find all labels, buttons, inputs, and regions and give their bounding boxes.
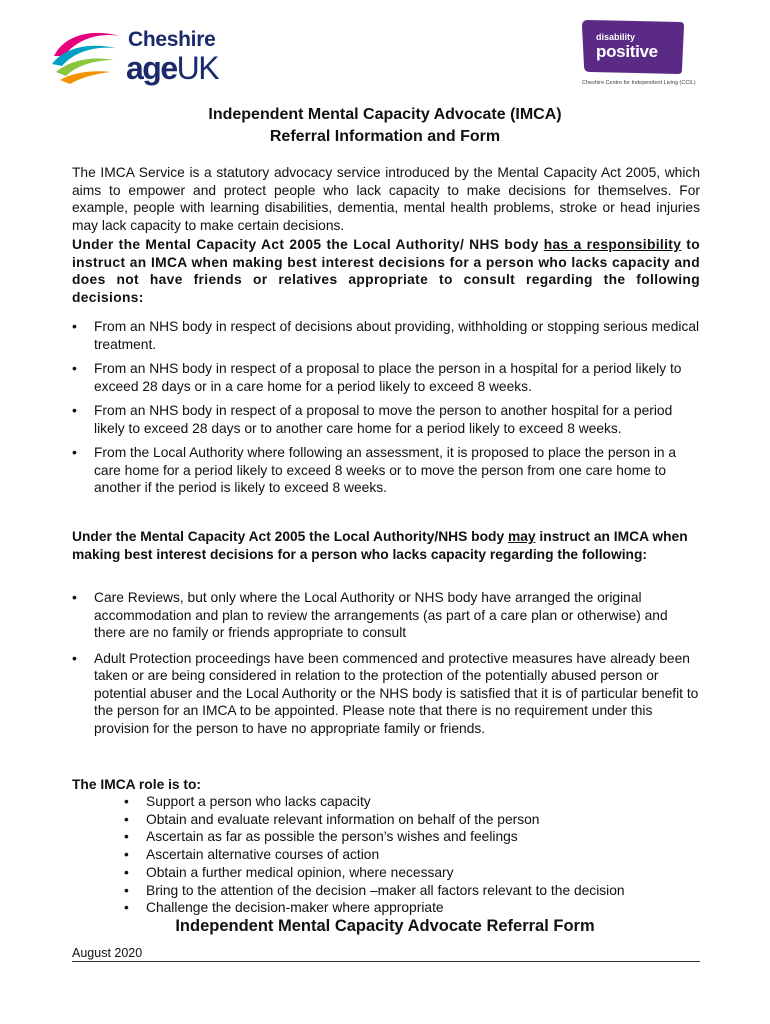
role-heading: The IMCA role is to:	[72, 777, 202, 792]
logo-text-positive: positive	[596, 42, 658, 61]
form-title: Independent Mental Capacity Advocate Referral Form	[175, 917, 595, 935]
list-item: • Challenge the decision-maker where appropriate	[124, 899, 704, 917]
logo-text-disability: disability	[596, 32, 636, 42]
age-uk-swoosh-icon	[50, 26, 130, 88]
may-text-after: instruct an IMCA when making best interest decisions for a person who lacks capacity regarding the following:	[72, 529, 688, 562]
logo-text-cheshire: Cheshire	[128, 28, 216, 51]
logo-tagline: Cheshire Centre for Independent Living (CCIL)	[582, 80, 696, 86]
list-item: • Adult Protection proceedings have been commenced and protective measures have already been taken or are being considered in relation to the protection of the potentially abused person or potential abuser and the Local Authority or the NHS body is satisfied that it is of particular benefit to the person for an IMCA to be appointed. Please note that there is no requirement under this provision for the person to have no appropriate family or friends.	[72, 650, 702, 738]
cheshire-age-uk-logo	[50, 24, 220, 92]
footer-date: August 2020	[72, 946, 700, 962]
role-list	[124, 793, 704, 917]
list-item: • From an NHS body in respect of decisions about providing, withholding or stopping serious medical treatment.	[72, 318, 702, 353]
list-item: • Ascertain as far as possible the person’s wishes and feelings	[124, 828, 704, 846]
list-item: • Obtain and evaluate relevant information on behalf of the person	[124, 811, 704, 829]
list-item: • Obtain a further medical opinion, where necessary	[124, 864, 704, 882]
list-item: • Bring to the attention of the decision –maker all factors relevant to the decision	[124, 882, 704, 900]
may-instruct-list	[72, 589, 702, 737]
title-line-1: Independent Mental Capacity Advocate (IMCA)	[208, 106, 562, 123]
may-text-before: Under the Mental Capacity Act 2005 the Local Authority/NHS body	[72, 529, 508, 544]
list-item: • Support a person who lacks capacity	[124, 793, 704, 811]
logo-text-age-uk	[126, 50, 218, 87]
title-line-2: Referral Information and Form	[269, 128, 501, 145]
page-title	[0, 104, 770, 148]
list-item: • From an NHS body in respect of a proposal to place the person in a hospital for a period likely to exceed 28 days or in a care home for a period likely to exceed 8 weeks.	[72, 360, 702, 395]
list-item: • Ascertain alternative courses of action	[124, 846, 704, 864]
may-text-underlined: may	[507, 529, 536, 544]
intro-paragraph: The IMCA Service is a statutory advocacy service introduced by the Mental Capacity Act 2005, which aims to empower and protect people who lack capacity to make decisions for themselves. For example, people with learning disabilities, dementia, mental health problems, stroke or head injuries may lack capacity to make certain decisions.	[72, 165, 700, 233]
disability-positive-logo	[572, 18, 696, 90]
may-instruct-paragraph	[72, 528, 700, 563]
must-text-before: Under the Mental Capacity Act 2005 the Local Authority/ NHS body	[72, 237, 544, 252]
list-item: • From an NHS body in respect of a proposal to move the person to another hospital for a period likely to exceed 28 days or to another care home for a period likely to exceed 8 weeks.	[72, 402, 702, 437]
must-text-after: to instruct an IMCA when making best interest decisions for a person who lacks capacity and does not have friends or relatives appropriate to consult regarding the following decisions:	[72, 237, 700, 305]
list-item: • Care Reviews, but only where the Local Authority or NHS body have arranged the original accommodation and plan to review the arrangements (as part of a care plan or otherwise) and there are no family or friends appropriate to consult	[72, 589, 702, 642]
must-text-underlined: has a responsibility	[543, 237, 682, 252]
logo-text-age: age	[126, 50, 177, 86]
must-instruct-paragraph	[72, 236, 700, 306]
list-item: • From the Local Authority where following an assessment, it is proposed to place the person in a care home for a period likely to exceed 8 weeks or to move the person from one care home to another if the period is likely to exceed 8 weeks.	[72, 444, 702, 497]
logo-text-uk: UK	[176, 50, 219, 86]
must-instruct-list	[72, 318, 702, 497]
